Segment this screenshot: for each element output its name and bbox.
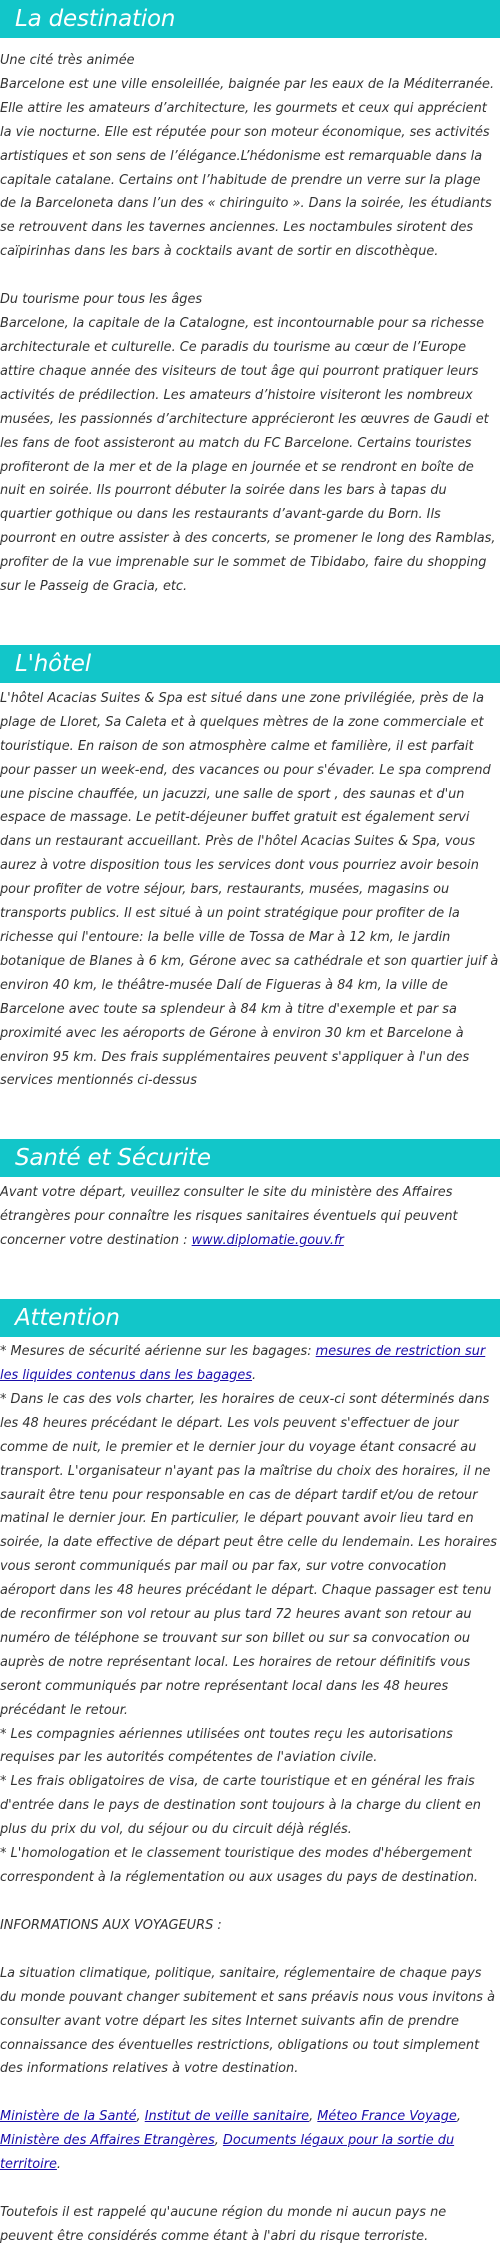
- info-links: [0, 2105, 499, 2177]
- attention-item-frais: * Les frais obligatoires de visa, de carte touristique et en général les frais d'entrée dans le pays de destination sont toujours à la charge du client en plus du prix du vol, du séjour ou du circuit déjà réglés.: [0, 1774, 481, 1838]
- link-separator: ,: [309, 2109, 318, 2125]
- link-documents-legaux[interactable]: Documents légaux pour la sortie du territoire: [0, 2133, 455, 2173]
- diplomatie-link[interactable]: www.diplomatie.gouv.fr: [191, 1233, 344, 1249]
- section-header-sante: Santé et Sécurite: [0, 1139, 500, 1177]
- attention-item-charter: * Dans le cas des vols charter, les horaires de ceux-ci sont déterminés dans les 48 heures précédant le départ. Les vols peuvent s'effectuer de jour comme de nuit, le premier et le dernier jour du voyage étant consacré au transport. L'organisateur n'ayant pas la maîtrise du choix des horaires, il ne saurait être tenu pour responsable en cas de départ tardif et/ou de retour matinal le dernier jour. En particulier, le départ pouvant avoir lieu tard en soirée, la date effective de départ peut être celle du lendemain. Les horaires vous seront communiqués par mail ou par fax, sur votre convocation aéroport dans les 48 heures précédant le départ. Chaque passager est tenu de reconfirmer son vol retour au plus tard 72 heures avant son retour au numéro de téléphone se trouvant sur son billet ou sur sa convocation ou auprès de notre représentant local. Les horaires de retour définitifs vous seront communiqués par notre représentant local dans les 48 heures précédant le retour.: [0, 1391, 498, 1718]
- link-separator: ,: [214, 2133, 223, 2149]
- link-separator: ,: [456, 2109, 461, 2125]
- section-header-destination: La destination: [0, 0, 500, 38]
- destination-paragraph-2: Barcelone, la capitale de la Catalogne, est incontournable pour sa richesse architecturale et culturelle. Ce paradis du tourisme au cœur de l’Europe attire chaque année des visiteurs de tout âge qui pourront pratiquer leurs activités de prédilection. Les amateurs d’histoire visiteront les nombreux musées, les passionnés d’architecture apprécieront les œuvres de Gaudi et les fans de foot assisteront au match du FC Barcelone. Certains touristes profiteront de la mer et de la plage en journée et se rendront en boîte de nuit en soirée. Ils pourront débuter la soirée dans les bars à tapas du quartier gothique ou dans les restaurants d’avant-garde du Born. Ils pourront en outre assister à des concerts, se promener le long des Ramblas, profiter de la vue imprenable sur le sommet de Tibidabo, faire du shopping sur le Passeig de Gracia, etc.: [0, 316, 496, 595]
- hotel-paragraph: L'hôtel Acacias Suites & Spa est situé dans une zone privilégiée, près de la plage de Lloret, Sa Caleta et à quelques mètres de la zone commerciale et touristique. En raison de son atmosphère calme et familière, il est parfait pour passer un week-end, des vacances ou pour s'évader. Le spa comprend une piscine chauffée, un jacuzzi, une salle de sport , des saunas et d'un espace de massage. Le petit-déjeuner buffet gratuit est également servi dans un restaurant accueillant. Près de l'hôtel Acacias Suites & Spa, vous aurez à votre disposition tous les services dont vous pourriez avoir besoin pour profiter de votre séjour, bars, restaurants, musées, magasins ou transports publics. Il est situé à un point stratégique pour profiter de la richesse qui l'entoure: la belle ville de Tossa de Mar à 12 km, le jardin botanique de Blanes à 6 km, Gérone avec sa cathédrale et son quartier juif à environ 40 km, le théâtre-musée Dalí de Figueras à 84 km, la ville de Barcelone avec toute sa splendeur à 84 km à titre d'exemple et par sa proximité avec les aéroports de Gérone à environ 30 km et Barcelone à environ 95 km. Des frais supplémentaires peuvent s'appliquer à l'un des services mentionnés ci-dessus: [0, 690, 499, 1089]
- attention-item-homologation: * L'homologation et le classement touristique des modes d'hébergement correspondent à la réglementation ou aux usages du pays de destination.: [0, 1846, 478, 1885]
- link-institut-veille-sanitaire[interactable]: Institut de veille sanitaire: [144, 2109, 310, 2125]
- destination-section: [0, 49, 500, 599]
- sante-text: Avant votre départ, veuillez consulter le site du ministère des Affaires étrangères pour connaître les risques sanitaires éventuels qui peuvent concerner votre destination :: [0, 1185, 458, 1249]
- section-header-attention: Attention: [0, 1299, 500, 1337]
- attention-item-bagages-end: .: [252, 1367, 257, 1383]
- attention-item-compagnies: * Les compagnies aériennes utilisées ont toutes reçu les autorisations requises par les autorités compétentes de l'aviation civile.: [0, 1726, 453, 1766]
- info-voyageurs-heading: INFORMATIONS AUX VOYAGEURS :: [0, 1917, 222, 1933]
- section-header-hotel: L'hôtel: [0, 645, 500, 683]
- info-voyageurs-paragraph: La situation climatique, politique, sanitaire, réglementaire de chaque pays du monde pouvant changer subitement et sans préavis nous vous invitons à consulter avant votre départ les sites Internet suivants afin de prendre connaissance des éventuelles restrictions, obligations ou tout simplement des informations relatives à votre destination.: [0, 1965, 495, 2077]
- attention-item-bagages-text: * Mesures de sécurité aérienne sur les bagages:: [0, 1344, 316, 1360]
- sante-paragraph: [0, 1181, 499, 1253]
- sante-section: [0, 1181, 500, 1253]
- destination-subtitle-2: Du tourisme pour tous les âges: [0, 292, 203, 308]
- destination-subtitle-1: Une cité très animée: [0, 53, 135, 68]
- terrorism-notice: Toutefois il est rappelé qu'aucune région du monde ni aucun pays ne peuvent être considérés comme étant à l'abri du risque terroriste.: [0, 2205, 447, 2244]
- link-ministere-sante[interactable]: Ministère de la Santé: [0, 2109, 137, 2125]
- links-end: .: [56, 2157, 62, 2173]
- attention-section: [0, 1340, 500, 2249]
- link-separator: ,: [136, 2109, 145, 2125]
- attention-item-bagages: [0, 1340, 499, 1388]
- liquids-restriction-link[interactable]: mesures de restriction sur les liquides contenus dans les bagages: [0, 1344, 486, 1383]
- hotel-section: [0, 687, 500, 1093]
- link-ministere-affaires-etrangeres[interactable]: Ministère des Affaires Etrangères: [0, 2133, 215, 2149]
- link-meteo-france-voyage[interactable]: Méteo France Voyage: [317, 2109, 457, 2125]
- destination-paragraph-1: Barcelone est une ville ensoleillée, baignée par les eaux de la Méditerranée. Elle attire les amateurs d’architecture, les gourmets et ceux qui apprécient la vie nocturne. Elle est réputée pour son moteur économique, ses activités artistiques et son sens de l’élégance.L’hédonisme est remarquable dans la capitale catalane. Certains ont l’habitude de prendre un verre sur la plage de la Barceloneta dans l’un des « chiringuito ». Dans la soirée, les étudiants se retrouvent dans les tavernes anciennes. Les noctambules sirotent des caïpirinhas dans les bars à cocktails avant de sortir en discothèque.: [0, 76, 495, 260]
